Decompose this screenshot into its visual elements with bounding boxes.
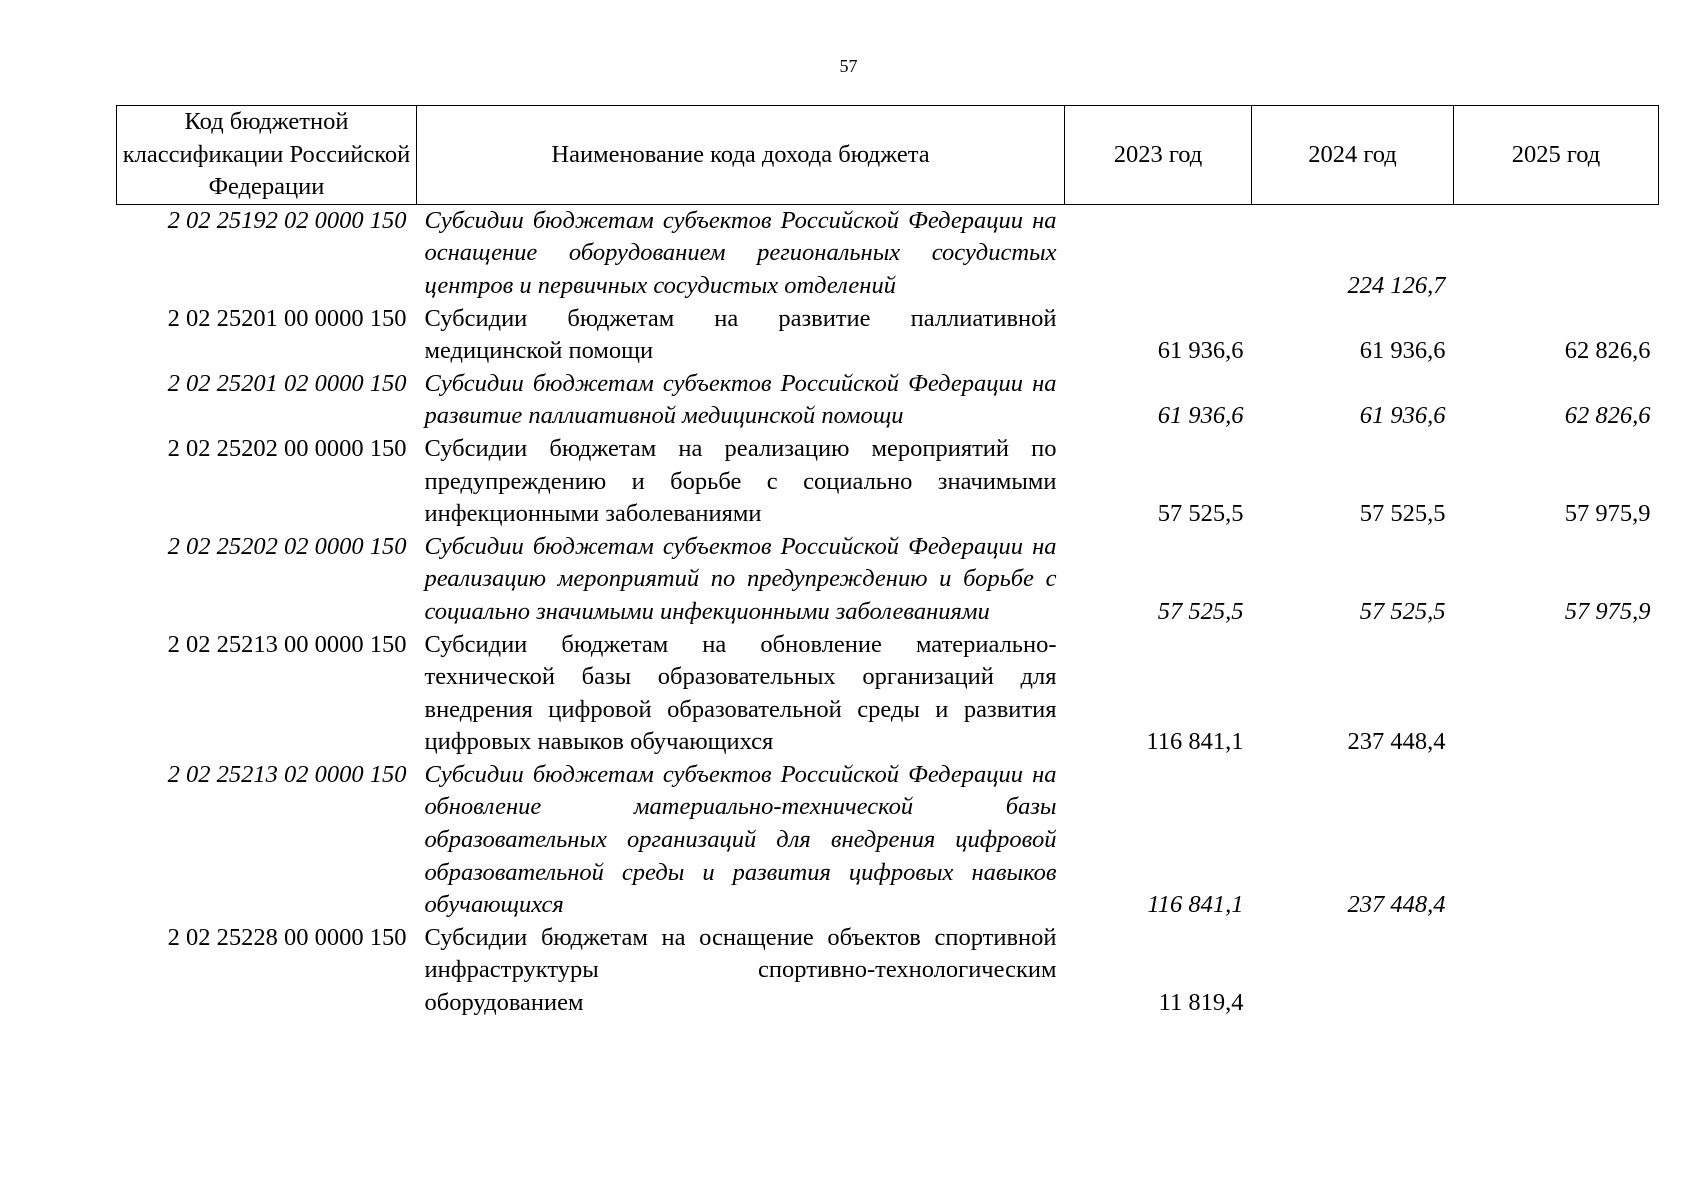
row-name: Субсидии бюджетам на обновление материально-технической базы образовательных организаций для внедрения цифровой образовательной среды и развития цифровых навыков обучающихся xyxy=(424,630,1057,756)
row-name: Субсидии бюджетам на оснащение объектов спортивной инфраструктуры спортивно-технологическим оборудованием xyxy=(424,923,1057,1017)
row-value-2023 xyxy=(1065,204,1252,302)
row-value-2025 xyxy=(1454,629,1659,759)
header-2024: 2024 год xyxy=(1252,106,1454,205)
row-code: 2 02 25192 02 0000 150 xyxy=(167,206,407,234)
row-code: 2 02 25213 02 0000 150 xyxy=(167,760,407,788)
table-body xyxy=(117,204,1659,1019)
table-row xyxy=(117,759,1659,922)
row-name: Субсидии бюджетам субъектов Российской Федерации на обновление материально-технической базы образовательных организаций для внедрения цифровой образовательной среды и развития цифровых навыков обучающихся xyxy=(424,760,1057,919)
row-name: Субсидии бюджетам субъектов Российской Федерации на развитие паллиативной медицинской помощи xyxy=(424,369,1057,430)
row-code: 2 02 25201 02 0000 150 xyxy=(167,369,407,397)
budget-revenue-table xyxy=(116,105,1659,1020)
row-code: 2 02 25228 00 0000 150 xyxy=(167,923,407,951)
row-value-2024: 237 448,4 xyxy=(1347,728,1446,756)
row-value-2025: 62 826,6 xyxy=(1564,337,1651,365)
row-value-2024: 57 525,5 xyxy=(1359,500,1446,528)
table-row xyxy=(117,629,1659,759)
row-code: 2 02 25201 00 0000 150 xyxy=(167,304,407,332)
table-row xyxy=(117,531,1659,629)
header-2025: 2025 год xyxy=(1454,106,1659,205)
row-value-2023: 11 819,4 xyxy=(1158,989,1244,1017)
row-value-2025 xyxy=(1454,759,1659,922)
row-code: 2 02 25202 00 0000 150 xyxy=(167,434,407,462)
row-value-2023: 116 841,1 xyxy=(1147,891,1244,919)
table-row xyxy=(117,204,1659,302)
row-value-2024: 61 936,6 xyxy=(1359,402,1446,430)
row-code: 2 02 25202 02 0000 150 xyxy=(167,532,407,560)
row-value-2023: 57 525,5 xyxy=(1157,500,1244,528)
row-name: Субсидии бюджетам субъектов Российской Федерации на оснащение оборудованием региональных сосудистых центров и первичных сосудистых отделений xyxy=(424,206,1057,299)
row-code: 2 02 25213 00 0000 150 xyxy=(167,630,407,658)
row-value-2025 xyxy=(1454,922,1659,1020)
row-value-2024: 224 126,7 xyxy=(1347,271,1446,299)
row-value-2024: 57 525,5 xyxy=(1359,597,1446,625)
table-header xyxy=(117,106,1659,205)
row-value-2025 xyxy=(1454,204,1659,302)
row-value-2025: 57 975,9 xyxy=(1564,597,1651,625)
row-value-2024 xyxy=(1252,922,1454,1020)
row-value-2025: 57 975,9 xyxy=(1564,500,1651,528)
row-name: Субсидии бюджетам на развитие паллиативной медицинской помощи xyxy=(424,304,1057,365)
header-2023: 2023 год xyxy=(1065,106,1252,205)
page-number: 57 xyxy=(839,56,858,76)
header-code: Код бюджетной классификации Российской Федерации xyxy=(117,106,417,205)
table-row xyxy=(117,368,1659,433)
row-value-2023: 57 525,5 xyxy=(1157,597,1244,625)
row-name: Субсидии бюджетам субъектов Российской Федерации на реализацию мероприятий по предупреждению и борьбе с социально значимыми инфекционными заболеваниями xyxy=(424,532,1057,625)
table-row xyxy=(117,922,1659,1020)
table-row xyxy=(117,433,1659,531)
header-name: Наименование кода дохода бюджета xyxy=(417,106,1065,205)
row-value-2023: 116 841,1 xyxy=(1146,728,1244,756)
header-row xyxy=(117,106,1659,205)
row-value-2025: 62 826,6 xyxy=(1564,402,1651,430)
row-value-2024: 61 936,6 xyxy=(1359,337,1446,365)
table-row xyxy=(117,303,1659,368)
row-name: Субсидии бюджетам на реализацию мероприятий по предупреждению и борьбе с социально значимыми инфекционными заболеваниями xyxy=(424,434,1057,528)
row-value-2023: 61 936,6 xyxy=(1157,402,1244,430)
row-value-2024: 237 448,4 xyxy=(1347,891,1446,919)
row-value-2023: 61 936,6 xyxy=(1157,337,1244,365)
